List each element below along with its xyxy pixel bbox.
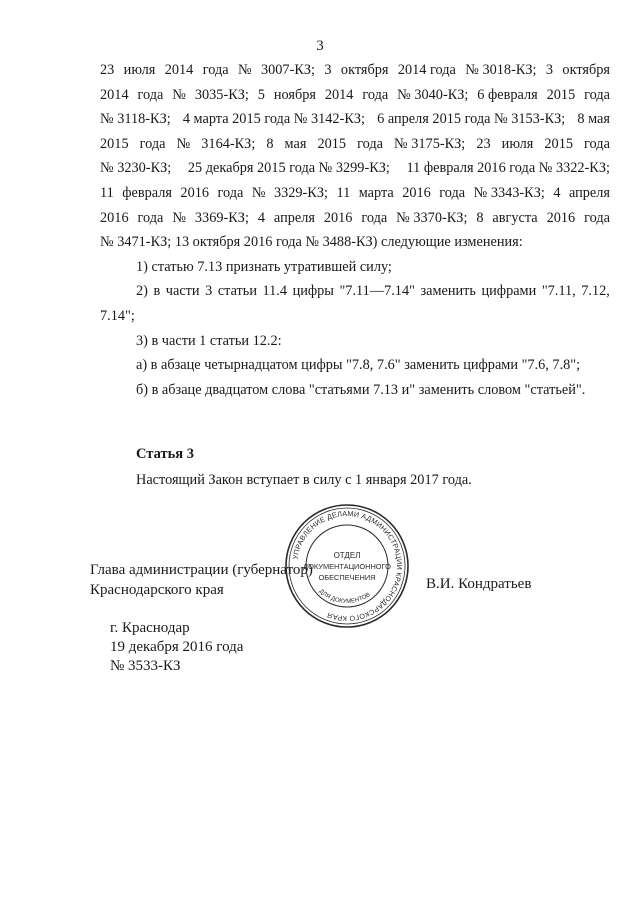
word: февраля bbox=[122, 184, 172, 201]
word: апреля bbox=[273, 209, 315, 226]
word: 25 декабря 2015 года № 3299-КЗ; bbox=[187, 160, 390, 177]
word: 8 мая bbox=[577, 111, 610, 128]
word: 2015 bbox=[317, 135, 347, 152]
signatory-title-line-2: Краснодарского края bbox=[90, 582, 224, 598]
word: 2014 bbox=[324, 86, 354, 103]
word: 2) bbox=[136, 283, 148, 300]
signatory-name: В.И. Кондратьев bbox=[426, 576, 532, 592]
word: № 3018-КЗ; bbox=[465, 62, 537, 78]
word: 3369-КЗ; bbox=[194, 209, 249, 226]
paragraph-line bbox=[100, 206, 610, 231]
word: цифры bbox=[292, 283, 334, 300]
word: № 3343-КЗ; bbox=[473, 184, 545, 201]
paragraph-line bbox=[100, 156, 610, 181]
word: 3 bbox=[205, 283, 213, 300]
word: июля bbox=[501, 135, 534, 152]
word: 2014 bbox=[100, 86, 129, 103]
article-3-text: Настоящий Закон вступает в силу с 1 января 2017 года. bbox=[136, 472, 472, 488]
word: 2015 bbox=[544, 135, 573, 152]
word: 2014 bbox=[164, 62, 194, 78]
amendment-list-paragraph bbox=[100, 58, 610, 230]
word: года bbox=[137, 86, 164, 103]
seal-center-line-3: ОБЕСПЕЧЕНИЯ bbox=[318, 573, 376, 582]
item-3: 3) в части 1 статьи 12.2: bbox=[136, 332, 282, 349]
word: 3035-КЗ; bbox=[194, 86, 249, 103]
item-1: 1) статью 7.13 признать утратившей силу; bbox=[136, 258, 392, 275]
page-number: 3 bbox=[316, 38, 324, 54]
law-number: № 3533-КЗ bbox=[110, 658, 181, 674]
word: года bbox=[139, 135, 166, 152]
word: года bbox=[137, 209, 164, 226]
word: части bbox=[165, 283, 200, 300]
seal-ring-text: УПРАВЛЕНИЕ ДЕЛАМИ АДМИНИСТРАЦИИ КРАСНОДАРСКОГО КРАЯ bbox=[290, 508, 405, 624]
word: № 3370-КЗ; bbox=[396, 209, 468, 226]
word: № bbox=[176, 135, 191, 152]
word: 2016 bbox=[402, 184, 431, 201]
item-2 bbox=[100, 279, 610, 304]
word: 3164-КЗ; bbox=[201, 135, 256, 152]
signatory-title-line-1: Глава администрации (губернатор) bbox=[90, 562, 313, 578]
word: № bbox=[172, 209, 186, 226]
paragraph-line bbox=[100, 107, 610, 132]
word: 6 февраля bbox=[477, 86, 538, 103]
word: "7.11, bbox=[541, 283, 576, 300]
law-amendments-text bbox=[100, 58, 610, 402]
word: "7.11—7.14" bbox=[339, 283, 415, 300]
word: 8 bbox=[266, 135, 274, 152]
word: 11.4 bbox=[262, 283, 288, 300]
word: 23 bbox=[476, 135, 491, 152]
word: октября bbox=[340, 62, 389, 78]
word: № 3040-КЗ; bbox=[397, 86, 469, 103]
word: № 3118-КЗ; bbox=[100, 111, 171, 128]
word: № 3175-КЗ; bbox=[394, 135, 466, 152]
word: № bbox=[251, 184, 266, 201]
item-3a: а) в абзаце четырнадцатом цифры "7.8, 7.6" заменить цифрами "7.6, 7.8"; bbox=[136, 357, 581, 374]
word: года bbox=[362, 86, 389, 103]
paragraph-line bbox=[100, 83, 610, 108]
word: 7.12, bbox=[581, 283, 610, 300]
article-3-heading: Статья 3 bbox=[136, 446, 194, 462]
item-3b: б) в абзаце двадцатом слова "статьями 7.13 и" заменить словом "статьей". bbox=[136, 381, 586, 398]
word: 11 февраля 2016 года № 3322-КЗ; bbox=[406, 160, 610, 177]
signing-date: 19 декабря 2016 года bbox=[110, 639, 244, 655]
word: 3329-КЗ; bbox=[273, 184, 328, 201]
word: года bbox=[584, 209, 610, 226]
word: 2016 bbox=[323, 209, 353, 226]
word: июля bbox=[123, 62, 156, 78]
word: 3007-КЗ; bbox=[260, 62, 316, 78]
place-date-number bbox=[110, 619, 243, 676]
item-2-continuation: 7.14"; bbox=[100, 307, 135, 324]
word: 2014 года bbox=[397, 62, 456, 78]
word: 2015 bbox=[546, 86, 576, 103]
signatory-title bbox=[90, 560, 313, 600]
seal-bottom-text: ДЛЯ ДОКУМЕНТОВ bbox=[317, 588, 372, 605]
paragraph-line bbox=[100, 181, 610, 206]
word: 4 марта 2015 года № 3142-КЗ; bbox=[182, 111, 365, 128]
word: 2016 bbox=[100, 209, 129, 226]
word: № bbox=[172, 86, 186, 103]
word: года bbox=[439, 184, 466, 201]
word: 2016 bbox=[546, 209, 576, 226]
word: 6 апреля 2015 года № 3153-КЗ; bbox=[377, 111, 566, 128]
official-seal-stamp bbox=[283, 502, 411, 630]
word: цифрами bbox=[481, 283, 537, 300]
paragraph-line bbox=[100, 132, 610, 157]
word: апреля bbox=[568, 184, 610, 201]
place-city: г. Краснодар bbox=[110, 620, 190, 636]
word: 2016 bbox=[180, 184, 210, 201]
word: 5 bbox=[257, 86, 265, 103]
word: 2015 bbox=[100, 135, 129, 152]
word: № 3230-КЗ; bbox=[100, 160, 172, 177]
word: года bbox=[584, 135, 610, 152]
word: мая bbox=[284, 135, 307, 152]
word: 11 bbox=[100, 184, 114, 201]
word: года bbox=[202, 62, 229, 78]
word: 4 bbox=[553, 184, 561, 201]
word: года bbox=[217, 184, 244, 201]
word: заменить bbox=[420, 283, 476, 300]
word: статьи bbox=[217, 283, 257, 300]
word: года bbox=[584, 86, 610, 103]
seal-center-line-1: ОТДЕЛ bbox=[333, 551, 361, 560]
word: 23 bbox=[100, 62, 115, 78]
word: в bbox=[153, 283, 161, 300]
word: года bbox=[357, 135, 383, 152]
word: 8 bbox=[476, 209, 484, 226]
word: октября bbox=[562, 62, 610, 78]
word: 4 bbox=[257, 209, 265, 226]
word: года bbox=[361, 209, 388, 226]
word: ноября bbox=[273, 86, 316, 103]
word: 3 bbox=[545, 62, 554, 78]
word: августа bbox=[492, 209, 538, 226]
word: 3 bbox=[324, 62, 332, 78]
paragraph-last-line: № 3471-КЗ; 13 октября 2016 года № 3488-КЗ) следующие изменения: bbox=[100, 234, 523, 251]
word: № bbox=[237, 62, 252, 78]
word: 11 bbox=[336, 184, 351, 201]
word: марта bbox=[358, 184, 394, 201]
seal-center-line-2: ДОКУМЕНТАЦИОННОГО bbox=[303, 562, 391, 571]
paragraph-line bbox=[100, 58, 610, 83]
